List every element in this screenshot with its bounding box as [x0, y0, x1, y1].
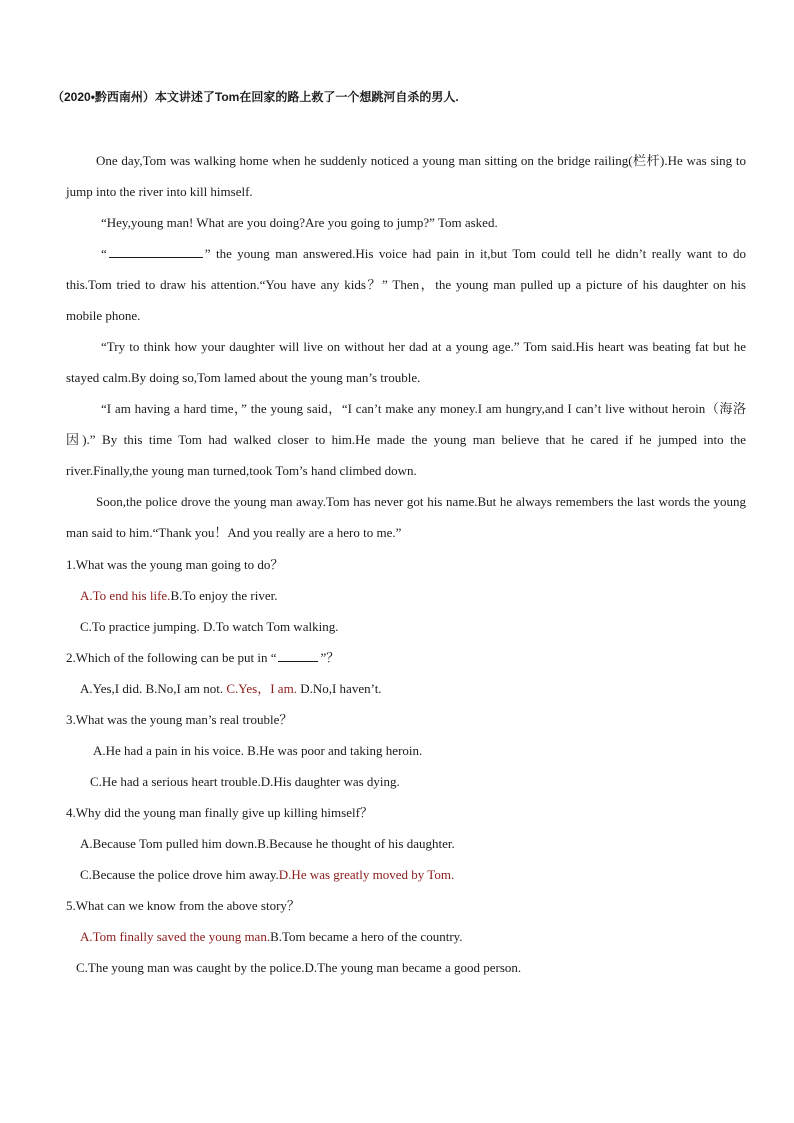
- question-1-option-a: A.To end his life.: [80, 588, 171, 603]
- question-3-option-d: D.His daughter was dying.: [260, 774, 400, 789]
- question-2-option-a: A.Yes,I did.: [80, 681, 143, 696]
- question-1-option-d: D.To watch Tom walking.: [202, 619, 339, 634]
- question-2-option-d: D.No,I haven’t.: [300, 681, 382, 696]
- question-5-option-c: C.The young man was caught by the police.: [76, 960, 305, 975]
- reading-passage: [66, 145, 746, 548]
- question-3-options-row-2: [66, 766, 756, 797]
- question-1-option-b: B.To enjoy the river.: [170, 588, 278, 603]
- question-1-options-row-1: [66, 580, 756, 611]
- question-2-stem-text: 2.Which of the following can be put in “: [66, 650, 277, 665]
- open-quote: “: [101, 246, 107, 261]
- question-4-options-row-2: [66, 859, 756, 890]
- question-3-option-b: B.He was poor and taking heroin.: [247, 743, 423, 758]
- question-4-option-d: D.He was greatly moved by Tom.: [278, 867, 455, 882]
- passage-paragraph-2: “Hey,young man! What are you doing?Are you going to jump?” Tom asked.: [101, 215, 498, 230]
- question-4-stem: 4.Why did the young man finally give up killing himself？: [66, 805, 373, 820]
- question-1-options-row-2: [66, 611, 756, 642]
- answer-blank: [109, 245, 203, 258]
- question-4-option-c: C.Because the police drove him away.: [80, 867, 279, 882]
- question-3-options-row-1: [66, 735, 756, 766]
- question-1-option-c: C.To practice jumping.: [80, 619, 200, 634]
- question-5-option-a: A.Tom finally saved the young man.: [80, 929, 271, 944]
- passage-paragraph-5: “I am having a hard time，” the young said，“I can’t make any money.I am hungry,and I can’t live without heroin（海洛因).” By this time Tom had walked closer to him.He made the young man believe that he cared if he jumped into the river.Finally,the young man turned,took Tom’s hand climbed down.: [66, 401, 746, 478]
- question-2-option-b: B.No,I am not.: [145, 681, 224, 696]
- question-2-options-row: [66, 673, 756, 704]
- question-3-stem: 3.What was the young man’s real trouble？: [66, 712, 293, 727]
- question-5-stem: 5.What can we know from the above story？: [66, 898, 300, 913]
- question-2-option-c: C.Yes，I am.: [226, 681, 297, 696]
- question-5-options-row-2: [66, 952, 756, 983]
- question-5-option-b: B.Tom became a hero of the country.: [270, 929, 463, 944]
- question-5-options-row-1: [66, 921, 756, 952]
- question-4-options-row-1: [66, 828, 756, 859]
- passage-paragraph-1: One day,Tom was walking home when he suddenly noticed a young man sitting on the bridge railing(栏杆).He was sing to jump into the river into kill himself.: [66, 153, 746, 199]
- question-2-stem-end: ”？: [320, 650, 340, 665]
- question-list: [66, 549, 756, 983]
- question-4-option-a: A.Because Tom pulled him down.: [80, 836, 258, 851]
- question-3-option-a: A.He had a pain in his voice.: [93, 743, 244, 758]
- passage-paragraph-3: [66, 238, 746, 331]
- passage-paragraph-4: “Try to think how your daughter will live on without her dad at a young age.” Tom said.His heart was beating fat but he stayed calm.By doing so,Tom lamed about the young man’s trouble.: [66, 339, 746, 385]
- question-3-option-c: C.He had a serious heart trouble.: [90, 774, 261, 789]
- question-4-option-b: B.Because he thought of his daughter.: [257, 836, 455, 851]
- passage-paragraph-3-text: ” the young man answered.His voice had pain in it,but Tom could tell he didn’t really want to do this.Tom tried to draw his attention.“You have any kids？” Then，the young man pulled up a picture of his daughter on his mobile phone.: [66, 246, 746, 323]
- question-1-stem: 1.What was the young man going to do？: [66, 557, 284, 572]
- passage-paragraph-6: Soon,the police drove the young man away.Tom has never got his name.But he always remembers the last words the young man said to him.“Thank you！And you really are a hero to me.”: [66, 494, 746, 540]
- question-2-stem: [66, 642, 756, 673]
- question-5-option-d: D.The young man became a good person.: [304, 960, 522, 975]
- question-2-blank: [278, 649, 318, 662]
- source-header: （2020•黔西南州）本文讲述了Tom在回家的路上救了一个想跳河自杀的男人.: [52, 90, 459, 104]
